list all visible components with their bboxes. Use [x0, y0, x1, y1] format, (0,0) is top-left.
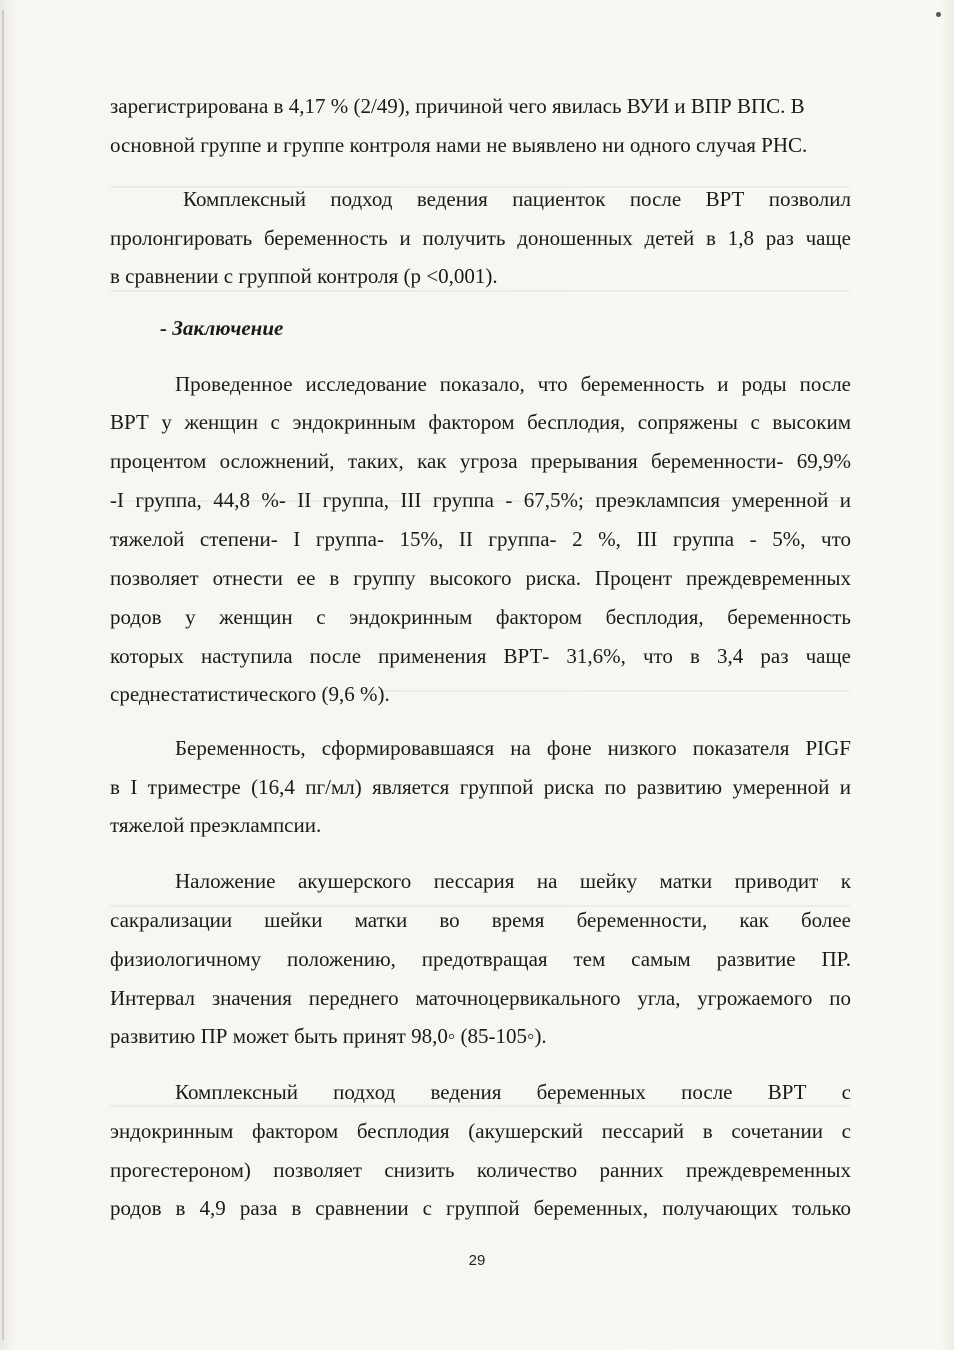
text-line: процентом осложнений, таких, как угроза прерывания беременности- 69,9% — [110, 449, 851, 473]
text-line: Беременность, сформировавшаяся на фоне низкого показателя PIGF — [175, 736, 851, 760]
page-number: 29 — [468, 1252, 486, 1269]
scan-edge-shadow — [2, 10, 4, 1340]
text-line: тяжелой преэклампсии. — [110, 813, 322, 837]
text-line: Наложение акушерского пессария на шейку матки приводит к — [175, 869, 851, 893]
bleed-through-mark — [110, 1105, 850, 1107]
text-line: Интервал значения переднего маточноцервикального угла, угрожаемого по — [110, 986, 851, 1010]
section-heading: - Заключение — [160, 316, 284, 340]
bleed-through-mark — [110, 290, 850, 292]
text-line: тяжелой степени- I группа- 15%, II группа- 2 %, III группа - 5%, что — [110, 527, 851, 551]
text-line: сакрализации шейки матки во время беременности, как более — [110, 908, 851, 932]
bleed-through-mark — [110, 905, 850, 907]
text-line: которых наступила после применения ВРТ- 31,6%, что в 3,4 раз чаще — [110, 644, 851, 668]
text-line: в сравнении с группой контроля (р <0,001). — [110, 264, 498, 288]
text-line: Комплексный подход ведения пациенток после ВРТ позволил — [183, 187, 851, 211]
text-line: Комплексный подход ведения беременных после ВРТ с — [175, 1080, 851, 1104]
text-line: основной группе и группе контроля нами не выявлено ни одного случая РНС. — [110, 133, 808, 157]
text-line: эндокринным фактором бесплодия (акушерский пессарий в сочетании с — [110, 1119, 851, 1143]
text-line: пролонгировать беременность и получить доношенных детей в 1,8 раз чаще — [110, 226, 851, 250]
section-heading-text: Заключение — [172, 316, 284, 340]
text-line: физиологичному положению, предотвращая тем самым развитие ПР. — [110, 947, 851, 971]
text-line: среднестатистического (9,6 %). — [110, 682, 390, 706]
text-line: прогестероном) позволяет снизить количество ранних преждевременных — [110, 1158, 851, 1182]
text-line: Проведенное исследование показало, что беременность и роды после — [175, 372, 851, 396]
text-line: в I триместре (16,4 пг/мл) является группой риска по развитию умеренной и — [110, 775, 851, 799]
text-line: зарегистрирована в 4,17 % (2/49), причиной чего явилась ВУИ и ВПР ВПС. В — [110, 94, 805, 118]
text-line: позволяет отнести ее в группу высокого риска. Процент преждевременных — [110, 566, 851, 590]
text-line: родов у женщин с эндокринным фактором бесплодия, беременность — [110, 605, 851, 629]
text-line: родов в 4,9 раза в сравнении с группой беременных, получающих только — [110, 1196, 851, 1220]
text-line: ВРТ у женщин с эндокринным фактором бесплодия, сопряжены с высоким — [110, 410, 851, 434]
text-line: развитию ПР может быть принят 98,0◦ (85-105◦). — [110, 1024, 547, 1048]
text-line: -I группа, 44,8 %- II группа, III группа - 67,5%; преэклампсия умеренной и — [110, 488, 851, 512]
scan-speck — [936, 12, 941, 17]
